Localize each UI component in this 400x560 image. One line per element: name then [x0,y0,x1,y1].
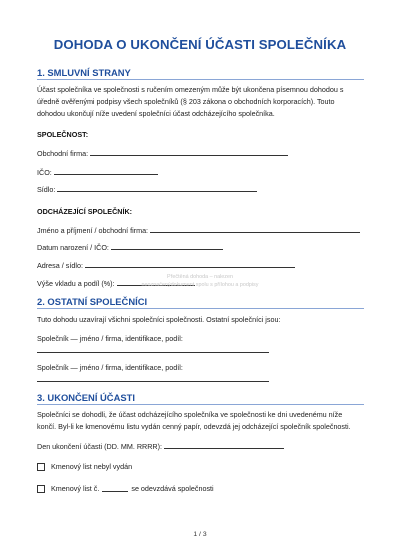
watermark-line-2: neoznačenýdokument spolu s přílohou a podpisy [141,282,259,288]
section3-line-1: Společníci se dohodli, že účast odcházejícího společníka ve společnosti ke dni uvedenému níže [37,410,343,419]
leaving-birth-label: Datum narození / IČO: [37,243,109,252]
checkbox-certificate-suffix: se odevzdává společnosti [131,484,214,493]
certificate-number-line[interactable] [102,485,128,492]
company-seat-field[interactable] [37,182,257,194]
company-name-label: Obchodní firma: [37,149,89,158]
checkbox-no-certificate-label: Kmenový list nebyl vydán [51,462,133,471]
section-divider [37,79,364,80]
leaving-birth-line[interactable] [111,249,223,250]
page-number: 1 / 3 [193,531,207,538]
section2-intro: Tuto dohodu uzavírají všichni společníci společnosti. Ostatní společníci jsou: [37,315,281,324]
end-date-label: Den ukončení účasti (DD. MM. RRRR): [37,442,163,451]
watermark-line-1: Přečtěná dohoda – nalezen [167,274,233,280]
intro-line-3: dohodou ukončují níže uvedení společníci účast odcházejícího společníka. [37,109,275,118]
leaving-name-label: Jméno a příjmení / obchodní firma: [37,226,149,235]
leaving-share-label: Výše vkladu a podíl (%): [37,279,115,288]
company-seat-line[interactable] [57,191,257,192]
partner-2-label: Společník — jméno / firma, identifikace, podíl: [37,363,183,372]
company-seat-label: Sídlo: [37,185,56,194]
intro-paragraph [37,84,367,120]
intro-line-1: Účast společníka ve společnosti s ručením omezeným může být ukončena písemnou dohodou s [37,85,344,94]
section-heading-ukonceni-ucasti: 3. UKONČENÍ ÚČASTI [37,392,135,403]
leaving-name-field[interactable] [37,223,360,235]
company-ico-field[interactable] [37,165,158,177]
leaving-partner-label: ODCHÁZEJÍCÍ SPOLEČNÍK: [37,207,133,216]
section-divider [37,404,364,405]
partner-1-line[interactable] [37,352,269,353]
company-ico-label: IČO: [37,168,52,177]
section-heading-smluvni-strany: 1. SMLUVNÍ STRANY [37,67,131,78]
company-label: SPOLEČNOST: [37,130,89,139]
document-title: DOHODA O UKONČENÍ ÚČASTI SPOLEČNÍKA [53,37,347,52]
checkbox-row-certificate-returned[interactable] [37,484,214,493]
section-heading-ostatni-spolecnici: 2. OSTATNÍ SPOLEČNÍCI [37,296,148,307]
intro-line-2: úředně ověřenými podpisy všech společníků (§ 203 zákona o obchodních korporacích). Touto [37,97,335,106]
company-ico-line[interactable] [54,174,158,175]
leaving-address-field[interactable] [37,258,295,270]
checkbox-certificate-prefix: Kmenový list č. [51,484,100,493]
checkbox-no-certificate[interactable] [37,463,45,471]
company-name-field[interactable] [37,146,288,158]
leaving-name-line[interactable] [150,232,360,233]
leaving-address-label: Adresa / sídlo: [37,261,83,270]
end-date-line[interactable] [164,448,284,449]
end-date-field[interactable] [37,439,284,451]
section3-paragraph [37,409,367,433]
company-name-line[interactable] [90,155,288,156]
section3-line-2: končí. Byl-li ke kmenovému listu vydán cenný papír, odevzdá jej odcházející společník společnosti. [37,422,351,431]
partner-1-label: Společník — jméno / firma, identifikace, podíl: [37,334,183,343]
section-divider [37,308,364,309]
leaving-birth-field[interactable] [37,240,223,252]
watermark-text [0,273,400,289]
checkbox-row-no-certificate[interactable] [37,462,132,471]
leaving-address-line[interactable] [85,267,295,268]
checkbox-certificate-returned[interactable] [37,485,45,493]
partner-2-line[interactable] [37,381,269,382]
